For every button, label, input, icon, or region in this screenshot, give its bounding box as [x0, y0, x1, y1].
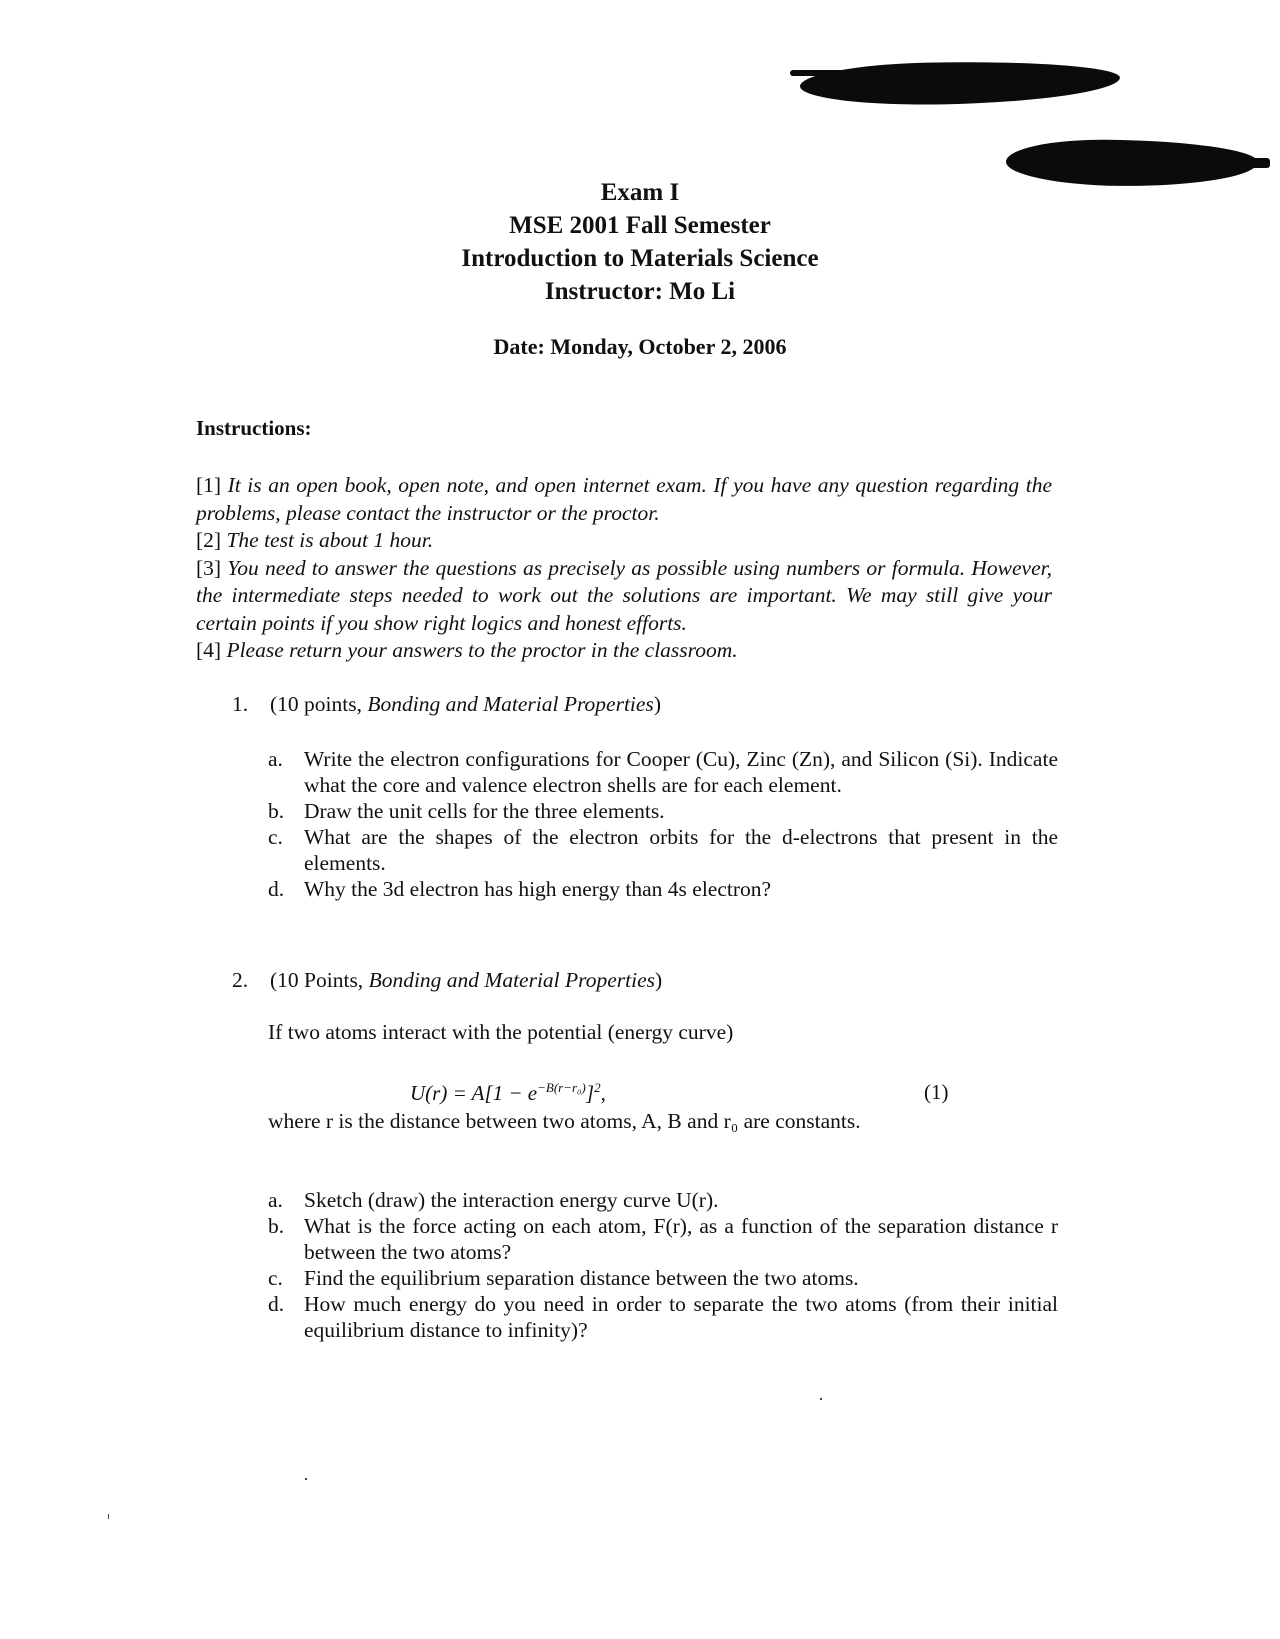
- course-subject: Introduction to Materials Science: [461, 245, 819, 272]
- part-text: Find the equilibrium separation distance between the two atoms.: [304, 1266, 859, 1290]
- exam-title: Exam I: [600, 179, 680, 206]
- problem-points: (10 points,: [270, 692, 368, 716]
- equation-bracket: ]: [585, 1081, 595, 1105]
- instruction-text: You need to answer the questions as precisely as possible using numbers or formula. However, the intermediate steps needed to work out the solutions are important. We may still give your certain points if you show right logics and honest efforts.: [196, 555, 1052, 635]
- problem-number: 1.: [232, 692, 249, 716]
- instruction-number: [4]: [196, 638, 222, 662]
- problem-number: 2.: [232, 968, 249, 992]
- redaction-mark-bottom-tail: [1230, 158, 1270, 168]
- instruction-text: Please return your answers to the proctor in the classroom.: [226, 638, 738, 662]
- instructor-name: Instructor: Mo Li: [544, 278, 736, 305]
- problem-part: [268, 876, 1058, 902]
- problem-points: (10 Points,: [270, 968, 369, 992]
- problem-topic: Bonding and Material Properties: [368, 968, 656, 992]
- course-name: MSE 2001 Fall Semester: [509, 212, 771, 239]
- problem-topic: Bonding and Material Properties: [367, 692, 654, 716]
- redaction-mark-top: [800, 59, 1121, 108]
- problem-part: [268, 1213, 1058, 1265]
- part-letter: c.: [268, 825, 283, 849]
- part-text: Sketch (draw) the interaction energy curve U(r).: [304, 1188, 719, 1212]
- instructions-heading: Instructions:: [196, 416, 312, 440]
- problem-part: [268, 824, 1058, 876]
- exam-header: [0, 176, 1280, 308]
- part-letter: d.: [268, 877, 285, 901]
- problem-part: [268, 746, 1058, 798]
- part-letter: b.: [268, 1214, 285, 1238]
- part-letter: b.: [268, 799, 285, 823]
- part-text: Why the 3d electron has high energy than 4s electron?: [304, 877, 772, 901]
- problem-part: [268, 1291, 1058, 1343]
- instruction-number: [1]: [196, 473, 222, 497]
- part-text: How much energy do you need in order to separate the two atoms (from their initial equilibrium distance to infinity)?: [304, 1292, 1058, 1342]
- instruction-text: It is an open book, open note, and open internet exam. If you have any question regarding the problems, please contact the instructor or the proctor.: [196, 473, 1052, 525]
- equation-number: (1): [924, 1080, 949, 1104]
- part-text: What are the shapes of the electron orbits for the d-electrons that present in the elements.: [304, 825, 1058, 875]
- part-letter: d.: [268, 1292, 285, 1316]
- part-letter: c.: [268, 1266, 283, 1290]
- scan-speck: [305, 1478, 307, 1480]
- problem-2-title: [232, 968, 662, 993]
- equation-lhs: U(r) = A[1 − e: [410, 1081, 538, 1105]
- exam-date: Date: Monday, October 2, 2006: [493, 334, 787, 359]
- problem-title-close: ): [653, 692, 661, 716]
- instruction-number: [3]: [196, 555, 222, 580]
- problem-title-close: ): [655, 968, 663, 992]
- part-text: What is the force acting on each atom, F(r), as a function of the separation distance r between the two atoms?: [304, 1214, 1058, 1264]
- problem-part: [268, 798, 1058, 824]
- potential-equation: [410, 1080, 606, 1106]
- instruction-item: [196, 472, 1052, 527]
- instruction-item: [196, 637, 1052, 665]
- problem-1-title: [232, 692, 661, 717]
- equation-exponent: −B(r−r₀): [537, 1080, 586, 1095]
- instruction-item: [196, 555, 1052, 638]
- problem-part: [268, 1187, 1058, 1213]
- problem-2-parts: [268, 1187, 1058, 1343]
- instruction-item: [196, 527, 1052, 555]
- problem-2-intro: If two atoms interact with the potential (energy curve): [268, 1020, 734, 1044]
- part-text: Write the electron configurations for Cooper (Cu), Zinc (Zn), and Silicon (Si). Indicate what the core and valence electron shells are for each element.: [304, 747, 1058, 797]
- scan-speck: [820, 1398, 822, 1400]
- problem-1-parts: [268, 746, 1058, 902]
- problem-part: [268, 1265, 1058, 1291]
- equation-comma: ,: [600, 1081, 606, 1105]
- scan-speck: [108, 1514, 109, 1519]
- instructions-list: [196, 472, 1052, 665]
- redaction-mark-top-tail: [790, 70, 850, 76]
- part-letter: a.: [268, 747, 283, 771]
- equation-power: 2: [594, 1080, 601, 1095]
- part-text: Draw the unit cells for the three elements.: [304, 799, 665, 823]
- problem-2-where: where r is the distance between two atoms, A, B and r₀ are constants.: [268, 1109, 861, 1133]
- instruction-text: The test is about 1 hour.: [226, 528, 434, 552]
- part-letter: a.: [268, 1188, 283, 1212]
- instruction-number: [2]: [196, 528, 222, 552]
